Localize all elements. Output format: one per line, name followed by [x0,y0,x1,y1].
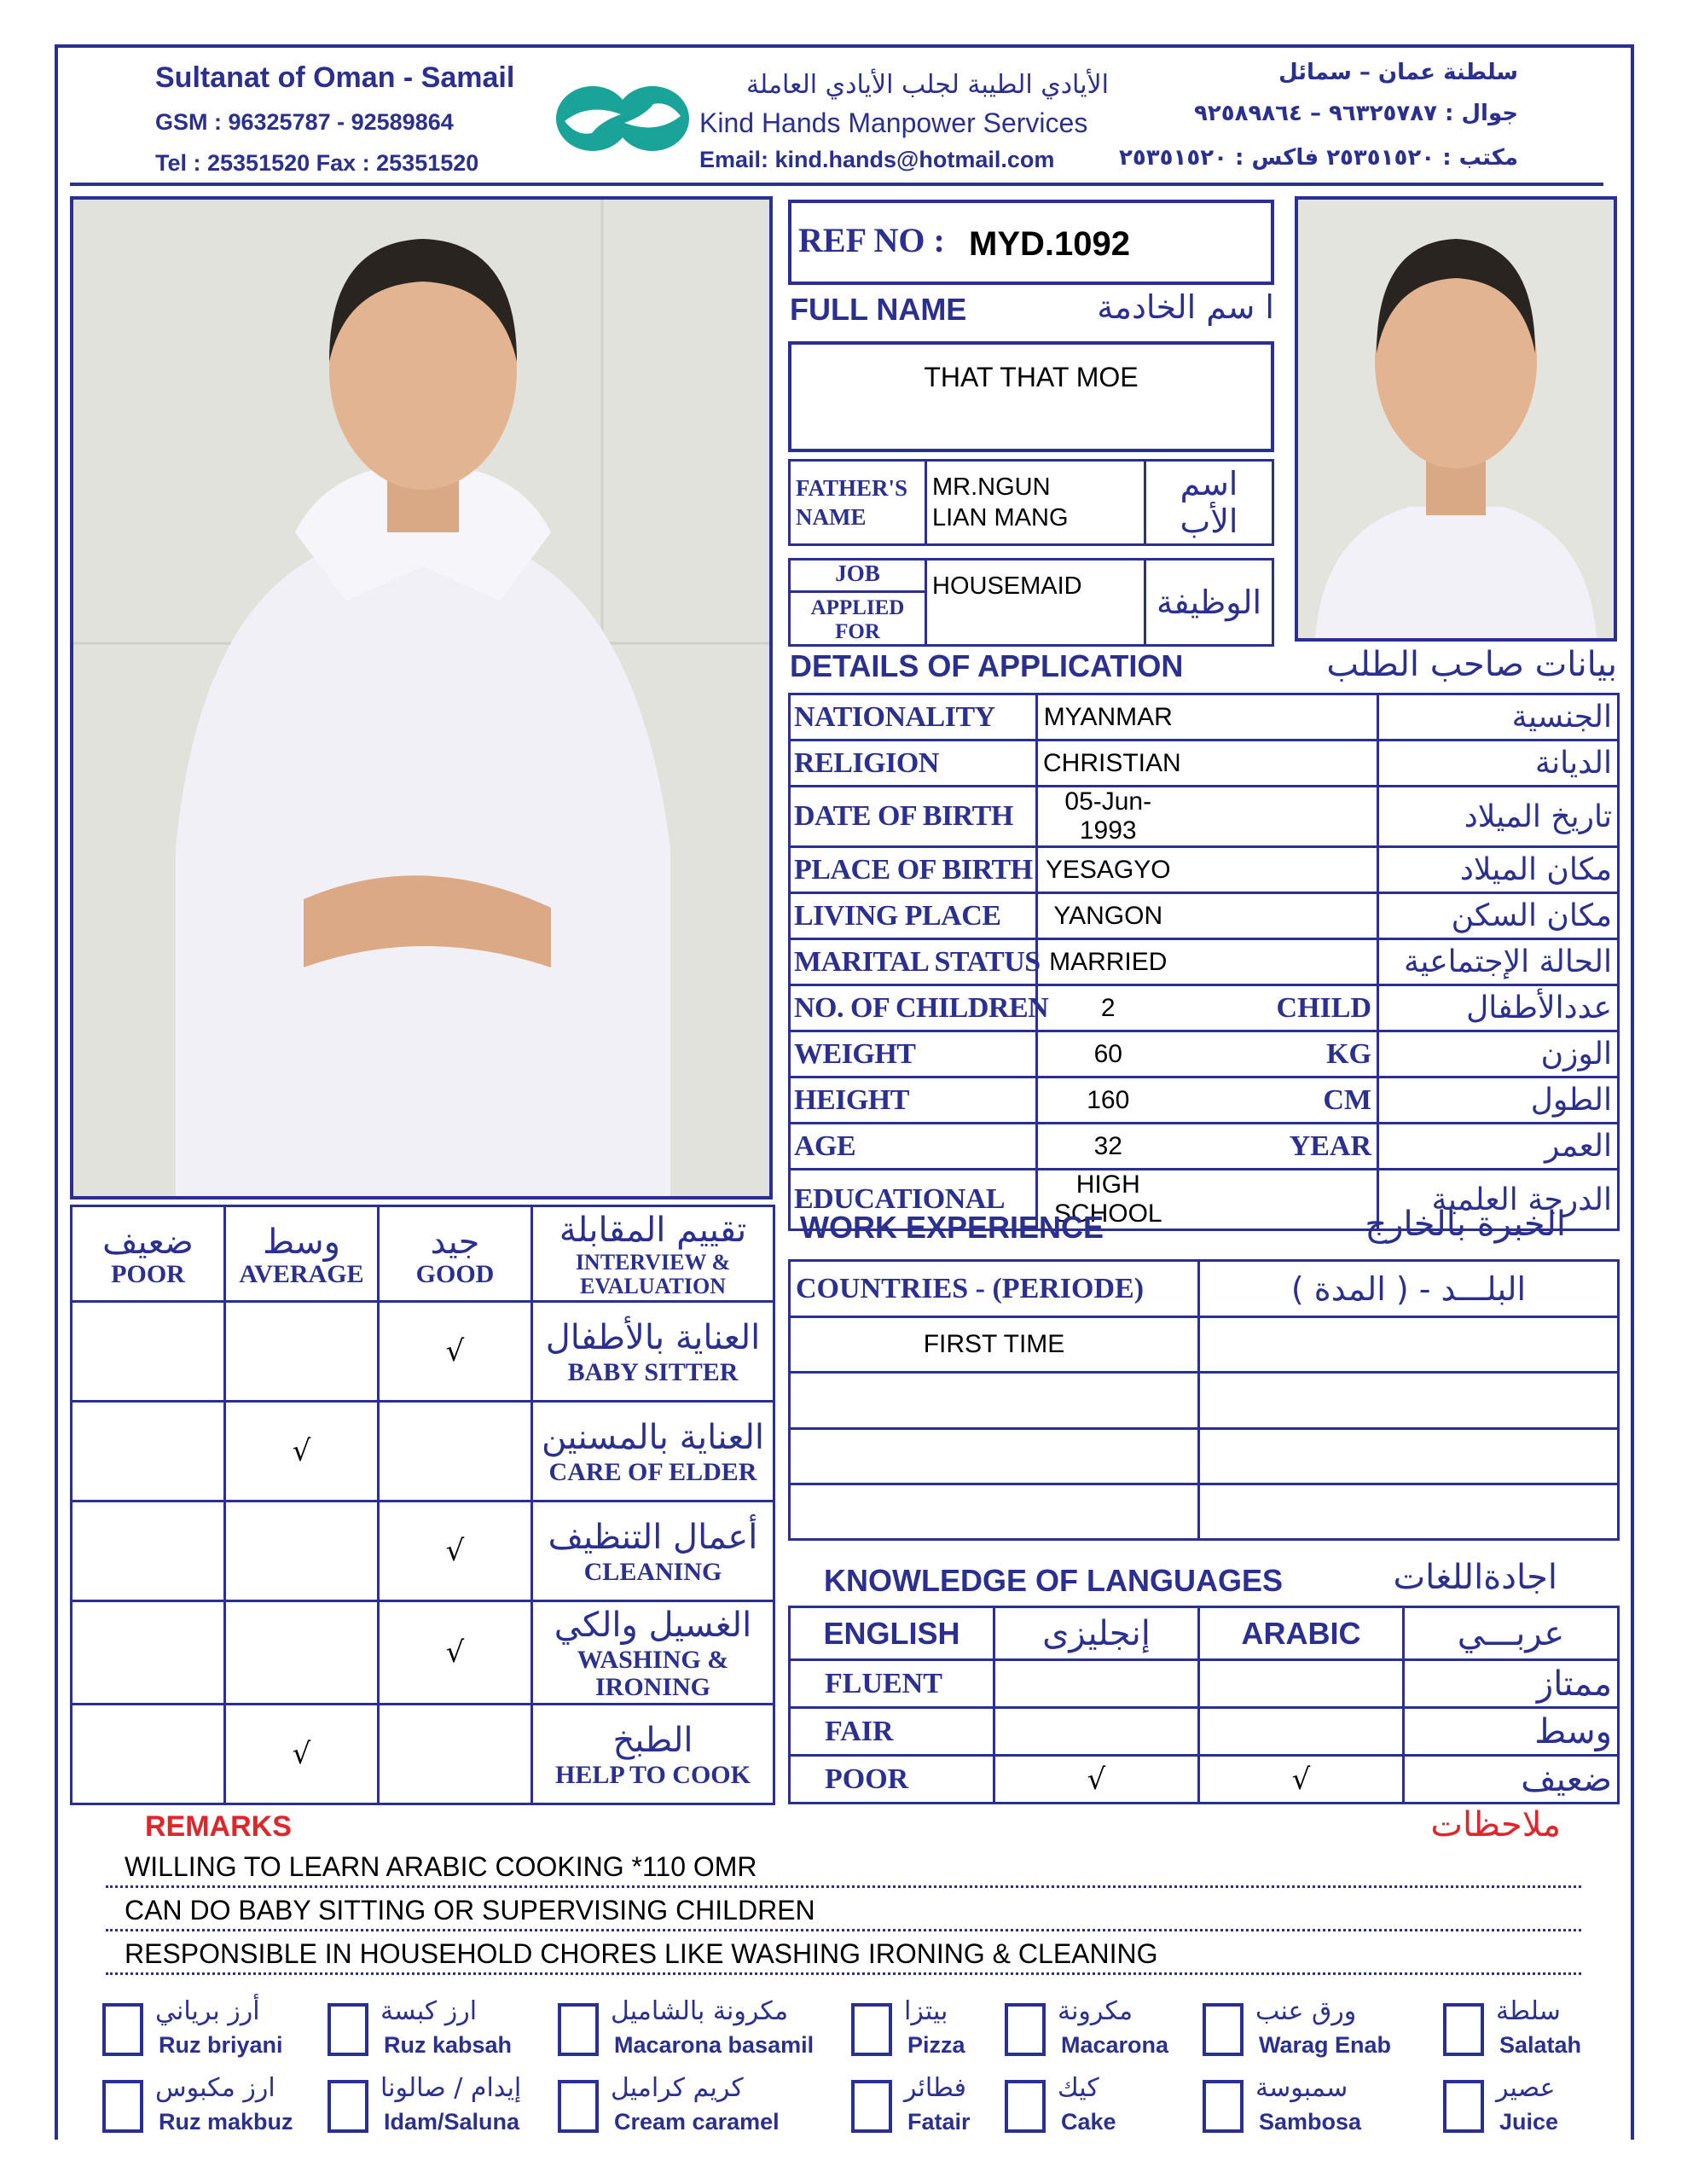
work-country-period [790,1373,1199,1428]
details-label-arabic: مكان الميلاد [1378,847,1619,893]
work-heading: WORK EXPERIENCE [800,1210,1104,1245]
details-label: LIVING PLACE [790,893,1037,939]
details-row [790,1031,1619,1077]
lang-english-label-arabic: إنجليزى [994,1607,1199,1660]
dish-checkbox[interactable] [1203,2003,1244,2056]
dish-checkbox[interactable] [558,2080,599,2133]
header-email[interactable]: Email: kind.hands@hotmail.com [699,147,1055,172]
details-row [790,787,1619,847]
dish-english: Salatah [1499,2032,1582,2058]
dish-option[interactable] [102,1996,316,2065]
dish-arabic: سلطة [1496,1996,1561,2026]
details-row [790,985,1619,1031]
check-mark: √ [292,1434,311,1468]
header-divider [70,183,1603,186]
skills-rating-cell [225,1302,379,1402]
work-row [790,1484,1619,1539]
dish-english: Cream caramel [614,2109,780,2135]
father-label-2: NAME [796,504,867,530]
header-left-title: Sultanat of Oman - Samail [155,61,515,94]
details-unit: YEAR [1179,1124,1378,1170]
details-label: MARITAL STATUS [790,939,1037,985]
skills-item-arabic: العناية بالمسنين [541,1418,765,1457]
language-level-row [790,1708,1619,1756]
remarks-label-arabic: ملاحظات [1430,1805,1561,1844]
full-name-value: THAT THAT MOE [924,362,1139,392]
details-unit [1179,787,1378,847]
dish-arabic: مكرونة [1058,1996,1133,2026]
lang-english-label: ENGLISH [790,1607,994,1660]
dish-english: Ruz briyani [159,2032,283,2058]
dish-checkbox[interactable] [851,2003,892,2056]
skills-item-arabic: أعمال التنظيف [548,1518,758,1557]
page-frame-right [1631,44,1634,2140]
skills-header-english: GOOD [415,1259,495,1288]
full-name-box [788,341,1274,452]
details-row [790,847,1619,893]
language-level-label: FAIR [790,1708,994,1756]
work-col-arabic: البلـــد - ( المدة ) [1199,1261,1619,1317]
details-value: HIGH SCHOOL [1037,1170,1179,1230]
details-row [790,694,1619,741]
dish-english: Ruz makbuz [159,2109,293,2135]
dish-checkbox[interactable] [851,2080,892,2133]
dish-checkbox[interactable] [102,2080,143,2133]
father-label-1: FATHER'S [796,475,908,501]
details-unit [1179,893,1378,939]
skills-header-english: POOR [111,1259,185,1288]
language-level-arabic: وسط [1404,1708,1619,1756]
skills-row [72,1705,774,1804]
skills-row [72,1601,774,1705]
dish-english: Cake [1061,2109,1116,2135]
details-heading-arabic: بيانات صاحب الطلب [1326,645,1617,684]
dish-checkbox[interactable] [558,2003,599,2056]
details-unit: CM [1179,1077,1378,1124]
applicant-full-photo [70,196,773,1199]
skills-item [532,1502,774,1601]
hands-logo-icon [554,84,691,154]
check-mark: √ [445,1334,465,1368]
details-row [790,1077,1619,1124]
skills-item-arabic: الغسيل والكي [554,1606,752,1645]
dish-option[interactable] [328,1996,541,2065]
details-value: 160 [1037,1077,1179,1124]
dish-arabic: أرز برياني [155,1996,260,2026]
details-label: RELIGION [790,741,1037,787]
job-row [788,558,1274,643]
details-label-arabic: العمر [1378,1124,1619,1170]
language-arabic-rating [1199,1660,1404,1708]
languages-heading: KNOWLEDGE OF LANGUAGES [824,1563,1283,1598]
details-label-arabic: الوزن [1378,1031,1619,1077]
remarks-lines [106,1844,1581,1975]
job-value: HOUSEMAID [932,572,1082,600]
dish-english: Fatair [907,2109,971,2135]
dish-arabic: كريم كراميل [611,2073,744,2103]
skills-rating-cell [379,1502,532,1601]
dish-option[interactable] [1005,2073,1218,2141]
details-label-arabic: الحالة الإجتماعية [1378,939,1619,985]
dish-arabic: مكرونة بالشاميل [611,1996,789,2026]
skills-header [72,1206,225,1302]
header-company-english: Kind Hands Manpower Services [699,107,1088,138]
remarks-line: CAN DO BABY SITTING OR SUPERVISING CHILDREN [106,1888,1581,1931]
check-mark: √ [292,1737,311,1771]
skills-header-arabic: وسط [263,1222,340,1262]
ref-box [788,200,1274,285]
skills-header [225,1206,379,1302]
details-label-arabic: الديانة [1378,741,1619,787]
skills-rating-cell [225,1601,379,1705]
skills-rating-cell [225,1502,379,1601]
details-row [790,939,1619,985]
lang-arabic-label: ARABIC [1199,1607,1404,1660]
work-duration [1199,1317,1619,1373]
details-value: MARRIED [1037,939,1179,985]
skills-rating-cell [72,1601,225,1705]
dish-english: Sambosa [1259,2109,1362,2135]
details-value: 32 [1037,1124,1179,1170]
work-row [790,1317,1619,1373]
dish-option[interactable] [558,2073,839,2141]
job-label-1: JOB [791,561,925,593]
details-label-arabic: الطول [1378,1077,1619,1124]
skills-item-english: BABY SITTER [567,1358,739,1386]
dish-arabic: فطائر [904,2073,966,2103]
dish-checkbox[interactable] [1005,2080,1046,2133]
skills-rating-cell [379,1705,532,1804]
dish-english: Ruz kabsah [384,2032,513,2058]
language-level-arabic: ممتاز [1404,1660,1619,1708]
dishes-grid [102,1996,1603,2150]
dish-english: Macarona basamil [614,2032,815,2058]
skills-row [72,1402,774,1502]
applicant-portrait-photo [1295,196,1617,642]
father-value-2: LIAN MANG [932,504,1069,531]
header-right-title: سلطنة عمان – سمائل [1278,60,1518,85]
details-value: 2 [1037,985,1179,1031]
father-value-1: MR.NGUN [932,473,1051,501]
language-level-row [790,1660,1619,1708]
skills-table [70,1205,773,1802]
dish-checkbox[interactable] [328,2003,368,2056]
father-label-arabic: اسم الأب [1180,465,1238,540]
details-label-arabic: الجنسية [1378,694,1619,741]
job-label-2: APPLIED FOR [810,596,905,643]
skills-rating-cell [225,1402,379,1502]
details-unit: KG [1179,1031,1378,1077]
header-company-arabic: الأيادي الطيبة لجلب الأيادي العاملة [745,70,1109,100]
ref-label: REF NO : [798,221,945,259]
check-mark: √ [445,1534,465,1568]
dish-english: Warag Enab [1259,2032,1392,2058]
details-unit [1179,847,1378,893]
dish-arabic: إيدام / صالونا [380,2073,522,2103]
skills-rating-cell [379,1402,532,1502]
dish-english: Idam/Saluna [384,2109,520,2135]
details-label-arabic: مكان السكن [1378,893,1619,939]
dish-checkbox[interactable] [1443,2080,1484,2133]
dish-checkbox[interactable] [1005,2003,1046,2056]
details-unit [1179,741,1378,787]
details-unit [1179,694,1378,741]
skills-header-english: INTERVIEW & EVALUATION [575,1249,731,1298]
skills-item-arabic: العناية بالأطفال [545,1318,761,1357]
details-unit [1179,939,1378,985]
remarks-line: RESPONSIBLE IN HOUSEHOLD CHORES LIKE WASHING IRONING & CLEANING [106,1931,1581,1975]
header-tel: Tel : 25351520 Fax : 25351520 [155,150,479,176]
skills-rating-cell [72,1502,225,1601]
check-mark: √ [445,1635,465,1670]
details-label: AGE [790,1124,1037,1170]
skills-rating-cell [72,1402,225,1502]
remarks-line: WILLING TO LEARN ARABIC COOKING *110 OMR [106,1844,1581,1888]
dish-arabic: ارز مكبوس [155,2073,275,2103]
details-label: PLACE OF BIRTH [790,847,1037,893]
language-level-arabic: ضعيف [1404,1756,1619,1804]
details-row [790,741,1619,787]
work-duration [1199,1428,1619,1484]
details-value: YANGON [1037,893,1179,939]
dish-checkbox[interactable] [1203,2080,1244,2133]
work-heading-arabic: الخبرة بالخارج [1365,1205,1566,1244]
father-row [788,459,1274,546]
details-label: NATIONALITY [790,694,1037,741]
language-english-rating [994,1660,1199,1708]
dish-checkbox[interactable] [1443,2003,1484,2056]
skills-row [72,1502,774,1601]
language-level-label: FLUENT [790,1660,994,1708]
dish-english: Pizza [907,2032,965,2058]
skills-item [532,1705,774,1804]
dish-english: Macarona [1061,2032,1169,2058]
dish-option[interactable] [1203,2073,1416,2141]
details-value: YESAGYO [1037,847,1179,893]
skills-item-english: CARE OF ELDER [548,1458,757,1486]
header-gsm: GSM : 96325787 - 92589864 [155,109,454,135]
details-value: CHRISTIAN [1037,741,1179,787]
dish-checkbox[interactable] [328,2080,368,2133]
work-row [790,1428,1619,1484]
remarks-label: REMARKS [145,1810,292,1843]
work-country-period [790,1484,1199,1539]
details-row [790,893,1619,939]
dish-arabic: ورق عنب [1255,1996,1357,2026]
work-duration [1199,1484,1619,1539]
details-value: 05-Jun-1993 [1037,787,1179,847]
header [0,0,1687,196]
skills-header [379,1206,532,1302]
header-right-mobile: جوال : ٩٦٣٢٥٧٨٧ – ٩٢٥٨٩٨٦٤ [1193,101,1518,126]
skills-header-english: AVERAGE [239,1259,364,1288]
page-frame-left [55,44,58,2140]
dish-english: Juice [1499,2109,1559,2135]
skills-item-english: CLEANING [583,1558,722,1586]
skills-item-english: WASHING & IRONING [577,1646,729,1701]
dish-arabic: كيك [1058,2073,1099,2103]
language-arabic-rating: √ [1199,1756,1404,1804]
details-label: DATE OF BIRTH [790,787,1037,847]
dish-option[interactable] [102,2073,316,2141]
dish-option[interactable] [1005,1996,1218,2065]
skills-rating-cell [225,1705,379,1804]
skills-row [72,1302,774,1402]
details-row [790,1124,1619,1170]
work-country-period: FIRST TIME [790,1317,1199,1373]
details-heading: DETAILS OF APPLICATION [790,648,1184,683]
dish-option[interactable] [328,2073,541,2141]
full-name-label: FULL NAME [790,292,967,327]
details-value: 60 [1037,1031,1179,1077]
details-label-arabic: عددالأطفال [1378,985,1619,1031]
skills-rating-cell [379,1601,532,1705]
details-label-arabic: تاريخ الميلاد [1378,787,1619,847]
skills-item-english: HELP TO COOK [555,1761,751,1789]
language-arabic-rating [1199,1708,1404,1756]
details-unit: CHILD [1179,985,1378,1031]
skills-rating-cell [72,1302,225,1402]
details-label: NO. OF CHILDREN [790,985,1037,1031]
skills-header-arabic: تقييم المقابلة [559,1210,747,1250]
work-row [790,1373,1619,1428]
dish-arabic: سمبوسة [1255,2073,1348,2103]
skills-item-arabic: الطبخ [612,1721,693,1760]
dish-option[interactable] [1443,2073,1656,2141]
details-label: HEIGHT [790,1077,1037,1124]
details-value: MYANMAR [1037,694,1179,741]
job-label-arabic: الوظيفة [1156,584,1262,621]
dish-option[interactable] [1203,1996,1416,2065]
language-english-rating: √ [994,1756,1199,1804]
skills-header [532,1206,774,1302]
work-col-countries: COUNTRIES - (PERIODE) [790,1261,1199,1317]
skills-item [532,1601,774,1705]
dish-arabic: ارز كبسة [380,1996,478,2026]
dish-arabic: عصير [1496,2073,1556,2103]
work-duration [1199,1373,1619,1428]
skills-header-arabic: ضعيف [102,1222,194,1262]
dish-arabic: بيتزا [904,1996,948,2026]
full-name-label-arabic: ا سم الخادمة [1097,288,1274,326]
languages-heading-arabic: اجادةاللغات [1393,1558,1557,1597]
details-label: EDUCATIONAL [790,1170,1037,1230]
details-label-arabic: الدرجة العلمية [1378,1170,1619,1230]
details-label: WEIGHT [790,1031,1037,1077]
skills-header-arabic: جيد [430,1222,480,1262]
languages-table [788,1606,1617,1804]
lang-arabic-label-arabic: عربـــي [1404,1607,1619,1660]
work-table [788,1259,1617,1541]
skills-rating-cell [379,1302,532,1402]
skills-rating-cell [72,1705,225,1804]
work-country-period [790,1428,1199,1484]
dish-checkbox[interactable] [102,2003,143,2056]
language-level-row [790,1756,1619,1804]
dish-option[interactable] [1443,1996,1656,2065]
language-english-rating [994,1708,1199,1756]
language-level-label: POOR [790,1756,994,1804]
skills-item [532,1402,774,1502]
ref-value: MYD.1092 [969,225,1130,263]
header-right-office: مكتب : ٢٥٣٥١٥٢٠ فاكس : ٢٥٣٥١٥٢٠ [1119,145,1518,171]
skills-item [532,1302,774,1402]
dish-option[interactable] [558,1996,839,2065]
